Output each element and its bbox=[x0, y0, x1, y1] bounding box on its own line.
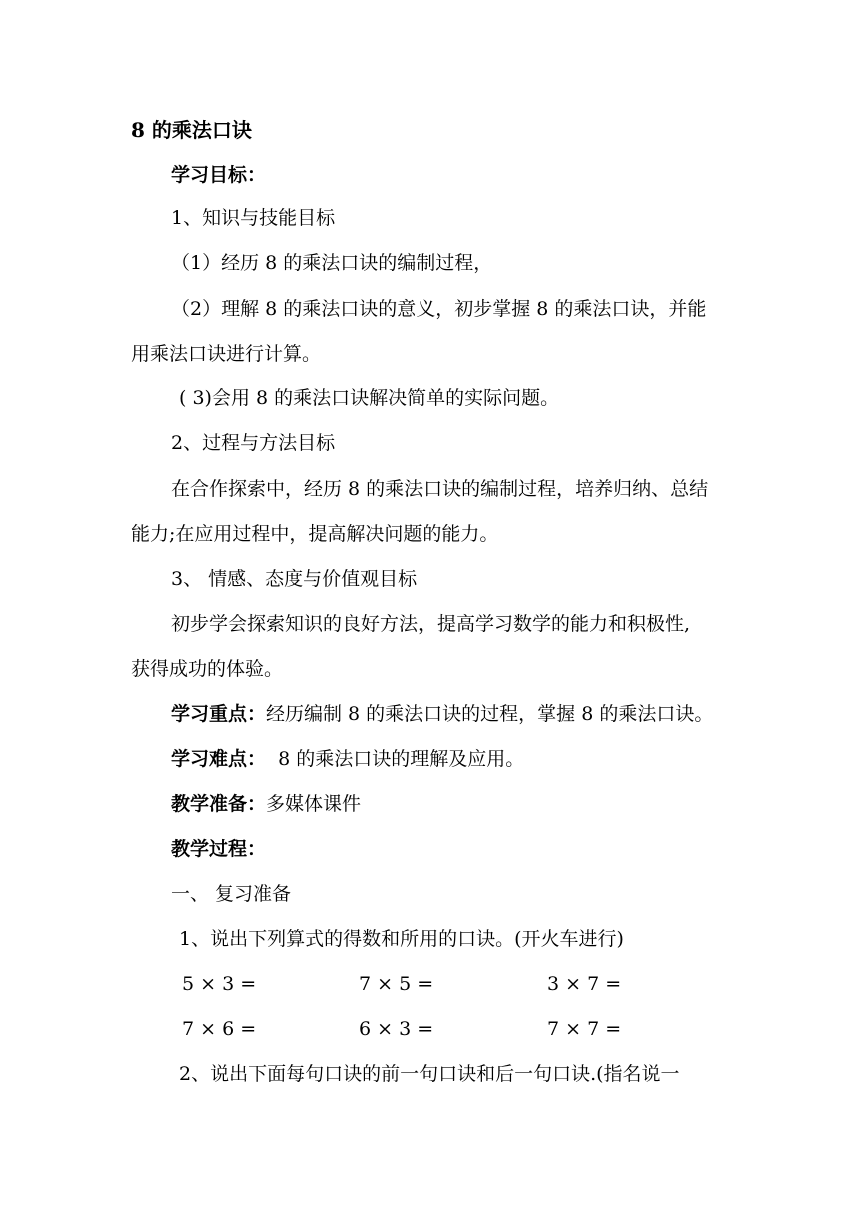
goal3-heading: 3、 情感、态度与价值观目标 bbox=[171, 568, 418, 590]
difficulty-point bbox=[171, 747, 771, 771]
exercise-item: 3 × 7 = bbox=[547, 973, 622, 995]
goal1-item2-line1: （2）理解 8 的乘法口诀的意义，初步掌握 8 的乘法口诀，并能 bbox=[171, 298, 707, 320]
goal1-item3: ( 3)会用 8 的乘法口诀解决简单的实际问题。 bbox=[179, 387, 560, 409]
teaching-process-label: 教学过程： bbox=[171, 838, 267, 860]
goal3-text-line2: 获得成功的体验。 bbox=[131, 658, 284, 680]
task1-text: 1、说出下列算式的得数和所用的口诀。(开火车进行) bbox=[179, 928, 624, 950]
exercise-item: 5 × 3 = bbox=[182, 973, 257, 995]
goal1-heading: 1、知识与技能目标 bbox=[171, 207, 336, 229]
difficulty-text: 8 的乘法口诀的理解及应用。 bbox=[266, 748, 525, 770]
exercise-item: 6 × 3 = bbox=[359, 1018, 434, 1040]
teaching-prep-text: 多媒体课件 bbox=[266, 793, 362, 815]
exercise-item: 7 × 6 = bbox=[182, 1018, 257, 1040]
task2-text: 2、说出下面每句口诀的前一句口诀和后一句口诀.(指名说一 bbox=[179, 1063, 680, 1085]
goal2-text-line1: 在合作探索中，经历 8 的乘法口诀的编制过程，培养归纳、总结 bbox=[171, 478, 709, 500]
teaching-prep-label: 教学准备： bbox=[171, 793, 267, 815]
goal2-heading: 2、过程与方法目标 bbox=[171, 432, 336, 454]
key-point-text: 经历编制 8 的乘法口诀的过程，掌握 8 的乘法口诀。 bbox=[266, 703, 714, 725]
difficulty-label: 学习难点： bbox=[171, 748, 267, 770]
document-title: 8 的乘法口诀 bbox=[131, 118, 252, 142]
teaching-prep bbox=[171, 792, 771, 816]
step1-heading: 一、 复习准备 bbox=[171, 883, 292, 905]
goals-heading: 学习目标： bbox=[171, 164, 267, 186]
goal1-item2-line2: 用乘法口诀进行计算。 bbox=[131, 343, 322, 365]
goal2-text-line2: 能力;在应用过程中，提高解决问题的能力。 bbox=[131, 523, 499, 545]
goal1-item1: （1）经历 8 的乘法口诀的编制过程， bbox=[171, 252, 493, 274]
exercise-item: 7 × 5 = bbox=[359, 973, 434, 995]
goal3-text-line1: 初步学会探索知识的良好方法，提高学习数学的能力和积极性, bbox=[171, 613, 691, 635]
key-point bbox=[171, 702, 771, 726]
exercise-item: 7 × 7 = bbox=[547, 1018, 622, 1040]
key-point-label: 学习重点： bbox=[171, 703, 267, 725]
